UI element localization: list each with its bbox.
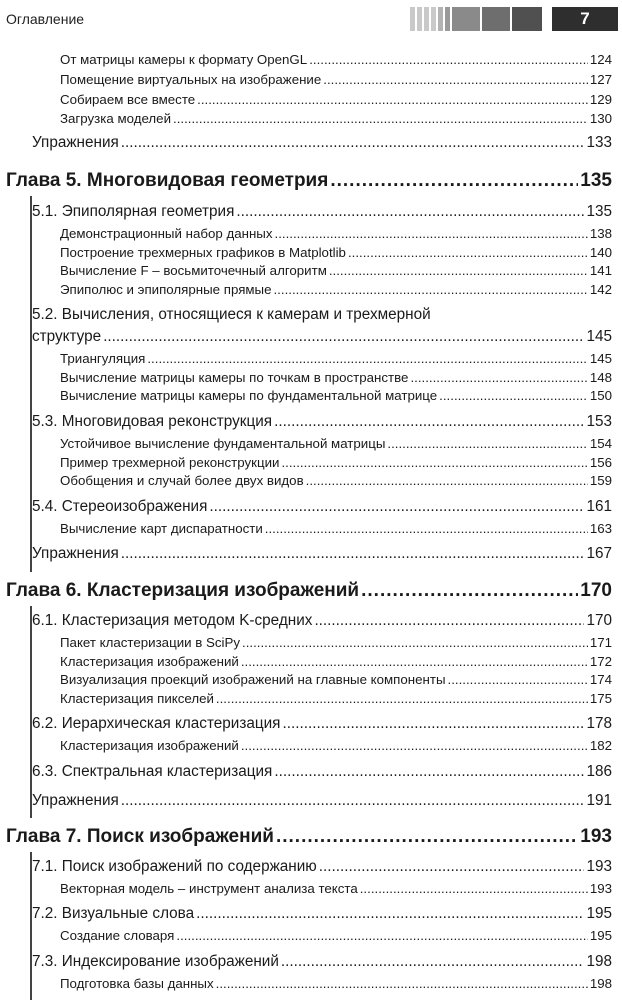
toc-page: 145 [586,328,612,345]
toc-section[interactable] [32,612,612,634]
toc-page: 159 [589,473,612,488]
toc-title: Кластеризация изображений [60,738,239,753]
toc-title: Собираем все вместе [60,92,196,107]
toc-subsection[interactable] [60,928,612,946]
toc-leader [176,928,587,943]
toc-leader [216,976,588,991]
toc-page: 195 [586,905,612,922]
toc-title: 7.1. Поиск изображений по содержанию [32,858,317,875]
toc-title: Загрузка моделей [60,111,172,126]
toc-leader [216,691,588,706]
toc-leader [282,715,584,733]
toc-page: 124 [589,52,612,67]
toc-subsection[interactable] [60,226,612,244]
toc-leader [319,858,585,876]
toc-title: структуре [32,328,102,345]
toc-page: 135 [586,203,612,220]
toc-leader [173,111,588,126]
toc-leader [265,521,588,536]
toc-page: 150 [589,388,612,403]
toc-title: 6.1. Кластеризация методом K-средних [32,612,313,629]
toc-title: Упражнения [32,134,119,151]
header-stripe [438,7,443,31]
toc-subsection[interactable] [60,654,612,672]
toc-page: 172 [589,654,612,669]
toc-title: 5.2. Вычисления, относящиеся к камерам и трехмерной [32,306,431,323]
toc-section[interactable] [32,306,612,328]
toc-leader [274,413,584,431]
toc-leader [410,370,587,385]
toc-title: Глава 6. Кластеризация изображений [6,580,360,601]
toc-title: От матрицы камеры к формату OpenGL [60,52,308,67]
toc-title: Пример трехмерной реконструкции [60,455,280,470]
toc-page: 186 [586,763,612,780]
toc-title: Кластеризация пикселей [60,691,214,706]
chapter-rule [30,606,32,818]
toc-subsection[interactable] [60,521,612,539]
toc-chapter[interactable] [6,580,612,608]
toc-subsection[interactable] [60,691,612,709]
toc-page: 170 [580,580,612,601]
toc-chapter[interactable] [6,826,612,854]
toc-subsection[interactable] [60,473,612,491]
toc-leader [121,792,585,810]
header-stripe [424,7,429,31]
toc-title: Обобщения и случай более двух видов [60,473,304,488]
toc-title: Вычисление карт диспаратности [60,521,263,536]
toc-section[interactable] [32,545,612,567]
toc-subsection[interactable] [60,635,612,653]
header-block [482,7,510,31]
toc-subsection[interactable] [60,263,612,281]
toc-leader [439,388,588,403]
toc-leader [274,763,584,781]
toc-leader [121,545,585,563]
header-block [512,7,542,31]
toc-page: 140 [589,245,612,260]
toc-leader [197,92,588,107]
toc-subsection[interactable] [60,976,612,994]
toc-page: 198 [589,976,612,991]
toc-section[interactable] [32,498,612,520]
toc-subsection[interactable] [60,388,612,406]
toc-title: 7.3. Индексирование изображений [32,953,279,970]
header-stripe [417,7,422,31]
toc-leader [281,455,587,470]
toc-leader [121,134,585,152]
toc-title: Подготовка базы данных [60,976,214,991]
toc-page: 135 [580,170,612,191]
toc-leader [329,263,588,278]
toc-page: 148 [589,370,612,385]
toc-section[interactable] [32,905,612,927]
toc-section[interactable] [32,858,612,880]
toc-page: 170 [586,612,612,629]
toc-subsection[interactable] [60,72,612,90]
toc-leader [387,436,587,451]
toc-title: Глава 5. Многовидовая геометрия [6,170,329,191]
toc-title: Упражнения [32,545,119,562]
toc-title: Кластеризация изображений [60,654,239,669]
toc-page: 163 [589,521,612,536]
toc-subsection[interactable] [60,92,612,110]
toc-page: 161 [586,498,612,515]
toc-page: 141 [589,263,612,278]
toc-page: 129 [589,92,612,107]
toc-subsection[interactable] [60,738,612,756]
toc-page: 175 [589,691,612,706]
page-number: 7 [552,7,618,31]
toc-page: 193 [589,881,612,896]
toc-title: Вычисление F – восьмиточечный алгоритм [60,263,327,278]
toc-page: 154 [589,436,612,451]
toc-subsection[interactable] [60,455,612,473]
toc-title: Визуализация проекций изображений на главные компоненты [60,672,446,687]
header-decoration [410,7,544,31]
toc-page: 142 [589,282,612,297]
toc-section[interactable] [32,413,612,435]
toc-title: Вычисление матрицы камеры по точкам в пространстве [60,370,409,385]
toc-leader [323,72,588,87]
header-stripe [431,7,436,31]
toc-page: 138 [589,226,612,241]
toc-page: 178 [586,715,612,732]
toc-leader [273,282,587,297]
toc-page: 193 [580,826,612,847]
toc-leader [281,953,585,971]
toc-section[interactable] [32,715,612,737]
toc-title: 5.4. Стереоизображения [32,498,208,515]
toc-subsection[interactable] [60,52,612,70]
header-stripe [445,7,450,31]
toc-title: 5.3. Многовидовая реконструкция [32,413,273,430]
toc-title: Пакет кластеризации в SciPy [60,635,240,650]
toc-subsection[interactable] [60,672,612,690]
toc-leader [236,203,584,221]
toc-leader [242,635,588,650]
toc-title: Создание словаря [60,928,175,943]
toc-leader [209,498,584,516]
toc-title: Устойчивое вычисление фундаментальной матрицы [60,436,386,451]
toc-subsection[interactable] [60,111,612,129]
toc-title: Триангуляция [60,351,146,366]
header-stripe [410,7,415,31]
toc-leader [330,170,578,192]
toc-page: 153 [586,413,612,430]
toc-leader [309,52,588,67]
toc-leader [276,826,578,848]
toc-leader [306,473,588,488]
toc-page: 130 [589,111,612,126]
toc-page: 171 [589,635,612,650]
toc-title: Глава 7. Поиск изображений [6,826,274,847]
toc-leader [348,245,588,260]
toc-title: Помещение виртуальных на изображение [60,72,322,87]
toc-page: 191 [586,792,612,809]
toc-leader [314,612,584,630]
toc-title: Эпиполюс и эпиполярные прямые [60,282,272,297]
toc-title: 7.2. Визуальные слова [32,905,195,922]
toc-leader [147,351,587,366]
toc-section[interactable] [32,792,612,814]
toc-leader [275,226,588,241]
toc-section[interactable] [32,328,612,350]
toc-subsection[interactable] [60,881,612,899]
toc-title: Упражнения [32,792,119,809]
section-title: Оглавление [6,11,85,27]
toc-leader [361,580,578,602]
toc-section[interactable] [32,953,612,975]
toc-page: 198 [586,953,612,970]
toc-section[interactable] [32,203,612,225]
toc-section[interactable] [32,763,612,785]
toc-subsection[interactable] [60,245,612,263]
toc-page: 127 [589,72,612,87]
toc-chapter[interactable] [6,170,612,198]
page-header [0,0,622,36]
toc-title: 6.3. Спектральная кластеризация [32,763,273,780]
toc-leader [241,654,588,669]
toc-subsection[interactable] [60,370,612,388]
toc-leader [448,672,588,687]
toc-page: 174 [589,672,612,687]
toc-subsection[interactable] [60,282,612,300]
toc-page: 145 [589,351,612,366]
toc-page: 193 [586,858,612,875]
toc-title: Вычисление матрицы камеры по фундаментальной матрице [60,388,438,403]
toc-title: 5.1. Эпиполярная геометрия [32,203,235,220]
toc-subsection[interactable] [60,436,612,454]
toc-leader [196,905,584,923]
toc-subsection[interactable] [60,351,612,369]
header-block [452,7,480,31]
toc-leader [103,328,584,346]
toc-title: Демонстрационный набор данных [60,226,273,241]
toc-page: 167 [586,545,612,562]
toc-title: 6.2. Иерархическая кластеризация [32,715,281,732]
toc-section[interactable] [32,134,612,156]
toc-page: 182 [589,738,612,753]
toc-leader [241,738,588,753]
toc-page: 156 [589,455,612,470]
toc-page: 133 [586,134,612,151]
toc-page: 195 [589,928,612,943]
toc-title: Векторная модель – инструмент анализа текста [60,881,358,896]
toc-leader [360,881,588,896]
toc-title: Построение трехмерных графиков в Matplotlib [60,245,346,260]
